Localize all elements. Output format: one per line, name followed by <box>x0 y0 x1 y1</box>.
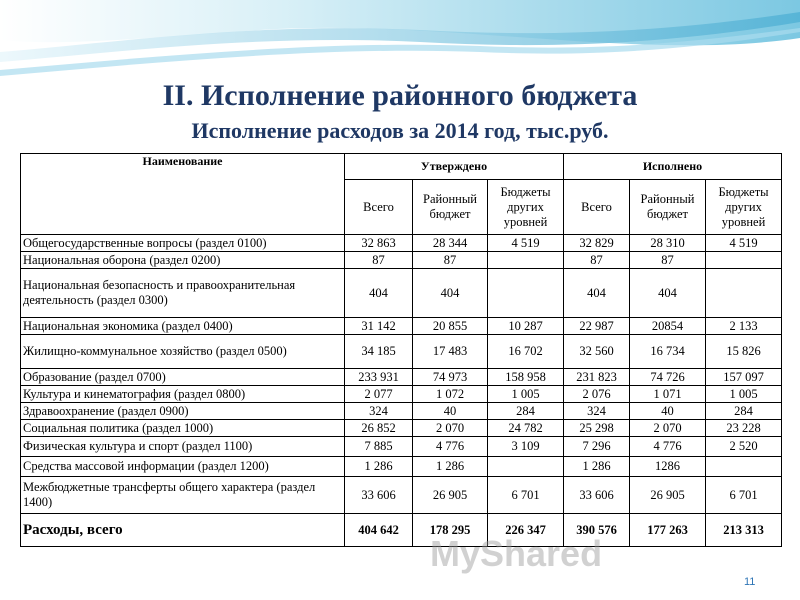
slide-subtitle: Исполнение расходов за 2014 год, тыс.руб. <box>191 118 609 143</box>
row-value: 4 776 <box>630 437 706 457</box>
row-value <box>488 457 564 477</box>
row-value: 2 070 <box>630 420 706 437</box>
row-value: 2 520 <box>706 437 782 457</box>
row-value: 324 <box>345 403 413 420</box>
row-value: 284 <box>488 403 564 420</box>
table-row <box>21 235 782 252</box>
row-value: 16 734 <box>630 335 706 369</box>
row-value <box>488 252 564 269</box>
row-value: 1 286 <box>345 457 413 477</box>
table-row <box>21 335 782 369</box>
decorative-wave-header <box>0 0 800 90</box>
row-value: 22 987 <box>564 318 630 335</box>
row-name: Культура и кинематография (раздел 0800) <box>21 386 345 403</box>
row-name: Социальная политика (раздел 1000) <box>21 420 345 437</box>
row-value: 4 776 <box>413 437 488 457</box>
row-value: 157 097 <box>706 369 782 386</box>
row-value: 24 782 <box>488 420 564 437</box>
row-value: 284 <box>706 403 782 420</box>
row-value: 404 <box>630 269 706 318</box>
row-name: Общегосударственные вопросы (раздел 0100) <box>21 235 345 252</box>
row-value: 87 <box>630 252 706 269</box>
row-value: 32 863 <box>345 235 413 252</box>
row-value: 1 071 <box>630 386 706 403</box>
table-row <box>21 369 782 386</box>
row-name: Средства массовой информации (раздел 1200) <box>21 457 345 477</box>
row-value: 33 606 <box>564 477 630 514</box>
row-value: 231 823 <box>564 369 630 386</box>
row-value: 87 <box>345 252 413 269</box>
total-row-value: 178 295 <box>413 514 488 547</box>
row-value: 1 005 <box>706 386 782 403</box>
header-name: Наименование <box>21 154 345 180</box>
total-row-value: 404 642 <box>345 514 413 547</box>
row-value: 40 <box>413 403 488 420</box>
page-number: 11 <box>744 576 756 588</box>
table-row <box>21 318 782 335</box>
row-value: 33 606 <box>345 477 413 514</box>
row-value: 28 344 <box>413 235 488 252</box>
header-approved: Утверждено <box>345 154 564 180</box>
slide-title: II. Исполнение районного бюджета <box>162 79 638 112</box>
total-row-name: Расходы, всего <box>21 514 345 547</box>
row-value: 87 <box>413 252 488 269</box>
row-value: 2 070 <box>413 420 488 437</box>
row-value: 40 <box>630 403 706 420</box>
row-name: Национальная экономика (раздел 0400) <box>21 318 345 335</box>
budget-execution-table <box>20 153 782 547</box>
row-value: 26 905 <box>413 477 488 514</box>
row-value: 17 483 <box>413 335 488 369</box>
watermark-text: MyShared <box>430 533 603 574</box>
row-value: 87 <box>564 252 630 269</box>
row-value: 4 519 <box>488 235 564 252</box>
row-value: 1286 <box>630 457 706 477</box>
row-value: 26 905 <box>630 477 706 514</box>
total-row-value: 177 263 <box>630 514 706 547</box>
row-value: 32 829 <box>564 235 630 252</box>
header-executed: Исполнено <box>564 154 782 180</box>
row-value: 1 005 <box>488 386 564 403</box>
table-row <box>21 269 782 318</box>
row-value: 20854 <box>630 318 706 335</box>
header-executed-district: Районный бюджет <box>630 180 706 235</box>
row-value: 324 <box>564 403 630 420</box>
row-value: 6 701 <box>488 477 564 514</box>
header-executed-total: Всего <box>564 180 630 235</box>
table-row <box>21 437 782 457</box>
row-value: 2 077 <box>345 386 413 403</box>
row-value: 6 701 <box>706 477 782 514</box>
table-row <box>21 386 782 403</box>
total-row-value: 390 576 <box>564 514 630 547</box>
header-approved-other: Бюджеты других уровней <box>488 180 564 235</box>
table-row <box>21 457 782 477</box>
total-row <box>21 514 782 547</box>
row-value: 31 142 <box>345 318 413 335</box>
row-value: 404 <box>564 269 630 318</box>
row-name: Национальная безопасность и правоохранительная деятельность (раздел 0300) <box>21 269 345 318</box>
header-approved-district: Районный бюджет <box>413 180 488 235</box>
row-value: 15 826 <box>706 335 782 369</box>
row-value <box>706 269 782 318</box>
row-name: Здравоохранение (раздел 0900) <box>21 403 345 420</box>
header-row-groups <box>21 154 782 180</box>
header-row-subcolumns <box>21 180 782 235</box>
row-value: 2 133 <box>706 318 782 335</box>
row-value: 34 185 <box>345 335 413 369</box>
total-row-value: 226 347 <box>488 514 564 547</box>
table-row <box>21 420 782 437</box>
row-name: Жилищно-коммунальное хозяйство (раздел 0500) <box>21 335 345 369</box>
row-value: 28 310 <box>630 235 706 252</box>
row-value: 16 702 <box>488 335 564 369</box>
row-value: 74 726 <box>630 369 706 386</box>
row-value: 1 072 <box>413 386 488 403</box>
header-approved-total: Всего <box>345 180 413 235</box>
table-row <box>21 403 782 420</box>
row-name: Межбюджетные трансферты общего характера (раздел 1400) <box>21 477 345 514</box>
row-value: 404 <box>413 269 488 318</box>
row-value: 1 286 <box>564 457 630 477</box>
row-value: 23 228 <box>706 420 782 437</box>
row-value: 20 855 <box>413 318 488 335</box>
row-name: Физическая культура и спорт (раздел 1100) <box>21 437 345 457</box>
row-value <box>706 457 782 477</box>
row-value: 7 885 <box>345 437 413 457</box>
row-name: Национальная оборона (раздел 0200) <box>21 252 345 269</box>
row-value: 10 287 <box>488 318 564 335</box>
header-executed-other: Бюджеты других уровней <box>706 180 782 235</box>
table-row <box>21 252 782 269</box>
table-row <box>21 477 782 514</box>
row-value: 2 076 <box>564 386 630 403</box>
row-value: 3 109 <box>488 437 564 457</box>
header-name-spacer <box>21 180 345 235</box>
row-value: 233 931 <box>345 369 413 386</box>
row-value: 158 958 <box>488 369 564 386</box>
row-name: Образование (раздел 0700) <box>21 369 345 386</box>
row-value: 26 852 <box>345 420 413 437</box>
row-value: 404 <box>345 269 413 318</box>
row-value: 4 519 <box>706 235 782 252</box>
row-value: 7 296 <box>564 437 630 457</box>
row-value: 32 560 <box>564 335 630 369</box>
total-row-value: 213 313 <box>706 514 782 547</box>
row-value: 74 973 <box>413 369 488 386</box>
row-value: 1 286 <box>413 457 488 477</box>
row-value: 25 298 <box>564 420 630 437</box>
row-value <box>706 252 782 269</box>
row-value <box>488 269 564 318</box>
